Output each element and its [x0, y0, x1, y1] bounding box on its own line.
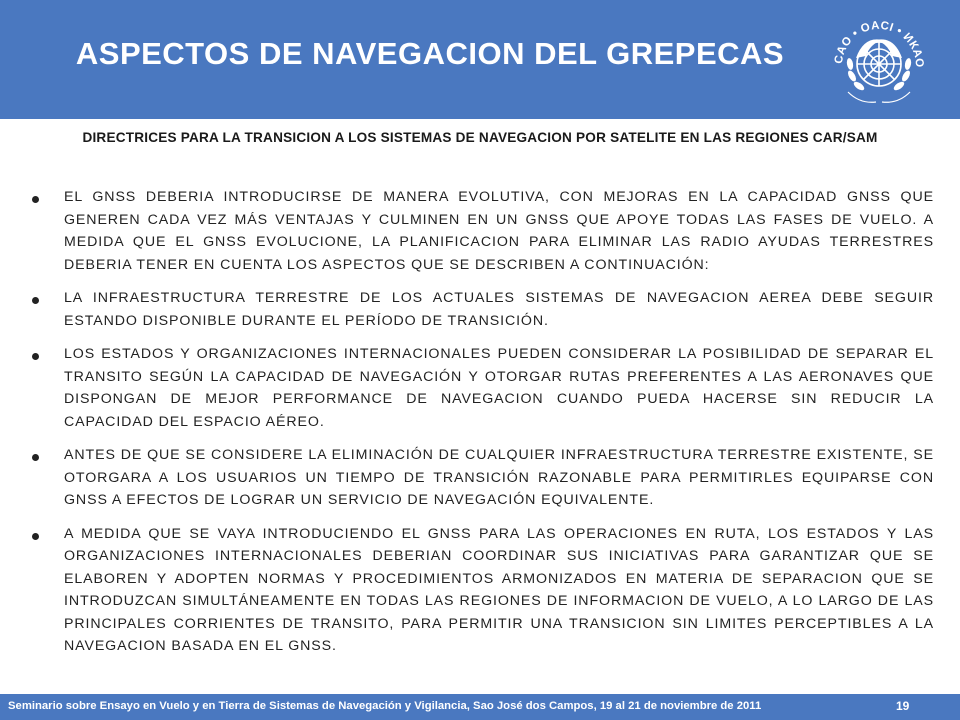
logo-text: CAO • OACI • ИКАО: [832, 19, 926, 69]
slide-title: ASPECTOS DE NAVEGACION DEL GREPECAS: [75, 36, 785, 71]
bullet-icon: [32, 533, 39, 540]
bullet-icon: [32, 454, 39, 461]
list-item: [28, 444, 934, 512]
section-subtitle: DIRECTRICES PARA LA TRANSICION A LOS SISTEMAS DE NAVEGACION POR SATELITE EN LAS REGIONES CAR/SAM: [82, 130, 878, 145]
list-item: [28, 186, 934, 276]
list-item: [28, 287, 934, 332]
bullet-icon: [32, 196, 39, 203]
bullet-text: ANTES DE QUE SE CONSIDERE LA ELIMINACIÓN DE CUALQUIER INFRAESTRUCTURA TERRESTRE EXISTENTE, SE OTORGARA A LOS USUARIOS UN TIEMPO DE TRANSICIÓN RAZONABLE PARA PERMITIRLES EQUIPARSE CON GNSS A EFECTOS DE LOGRAR UN SERVICIO DE NAVEGACIÓN EQUIVALENTE.: [64, 447, 934, 508]
footer-bar: [0, 694, 960, 720]
bullet-list: [28, 186, 934, 669]
bullet-icon: [32, 353, 39, 360]
bullet-text: A MEDIDA QUE SE VAYA INTRODUCIENDO EL GNSS PARA LAS OPERACIONES EN RUTA, LOS ESTADOS Y LAS ORGANIZACIONES INTERNACIONALES DEBERIAN COORDINAR SUS INICIATIVAS PARA GARANTIZAR QUE SE ELABOREN Y ADOPTEN NORMAS Y PROCEDIMIENTOS ARMONIZADOS EN MATERIA DE SEPARACION QUE SE INTRODUZCAN SIMULTÁNEAMENTE EN TODAS LAS REGIONES DE INFORMACION DE VUELO, A LO LARGO DE LAS PRINCIPALES CORRIENTES DE TRANSITO, PARA PERMITIR UNA TRANSICION SIN LIMITES PERCEPTIBLES A LA NAVEGACION BASADA EN EL GNSS.: [64, 525, 934, 654]
page-number: 19: [896, 699, 910, 713]
bullet-text: LA INFRAESTRUCTURA TERRESTRE DE LOS ACTUALES SISTEMAS DE NAVEGACION AEREA DEBE SEGUIR ESTANDO DISPONIBLE DURANTE EL PERÍODO DE TRANSICIÓN.: [64, 290, 934, 329]
list-item: [28, 343, 934, 433]
header-bar: [0, 0, 960, 119]
footer-text: Seminario sobre Ensayo en Vuelo y en Tierra de Sistemas de Navegación y Vigilancia, Sao José dos Campos, 19 al 21 de noviembre de 2011: [8, 700, 762, 712]
bullet-icon: [32, 297, 39, 304]
list-item: [28, 523, 934, 658]
bullet-text: EL GNSS DEBERIA INTRODUCIRSE DE MANERA EVOLUTIVA, CON MEJORAS EN LA CAPACIDAD GNSS QUE GENEREN CADA VEZ MÁS VENTAJAS Y CULMINEN EN UN GNSS QUE APOYE TODAS LAS FASES DE VUELO. A MEDIDA QUE EL GNSS EVOLUCIONE, LA PLANIFICACION PARA ELIMINAR LAS RADIO AYUDAS TERRESTRES DEBERIA TENER EN CUENTA LOS ASPECTOS QUE SE DESCRIBEN A CONTINUACIÓN:: [64, 189, 934, 273]
bullet-text: LOS ESTADOS Y ORGANIZACIONES INTERNACIONALES PUEDEN CONSIDERAR LA POSIBILIDAD DE SEPARAR EL TRANSITO SEGÚN LA CAPACIDAD DE NAVEGACIÓN Y OTORGAR RUTAS PREFERENTES A LAS AERONAVES QUE DISPONGAN DE MEJOR PERFORMANCE DE NAVEGACION CUANDO PUEDA HACERSE SIN REDUCIR LA CAPACIDAD DEL ESPACIO AÉREO.: [64, 346, 934, 430]
un-emblem-icon: [820, 6, 938, 114]
